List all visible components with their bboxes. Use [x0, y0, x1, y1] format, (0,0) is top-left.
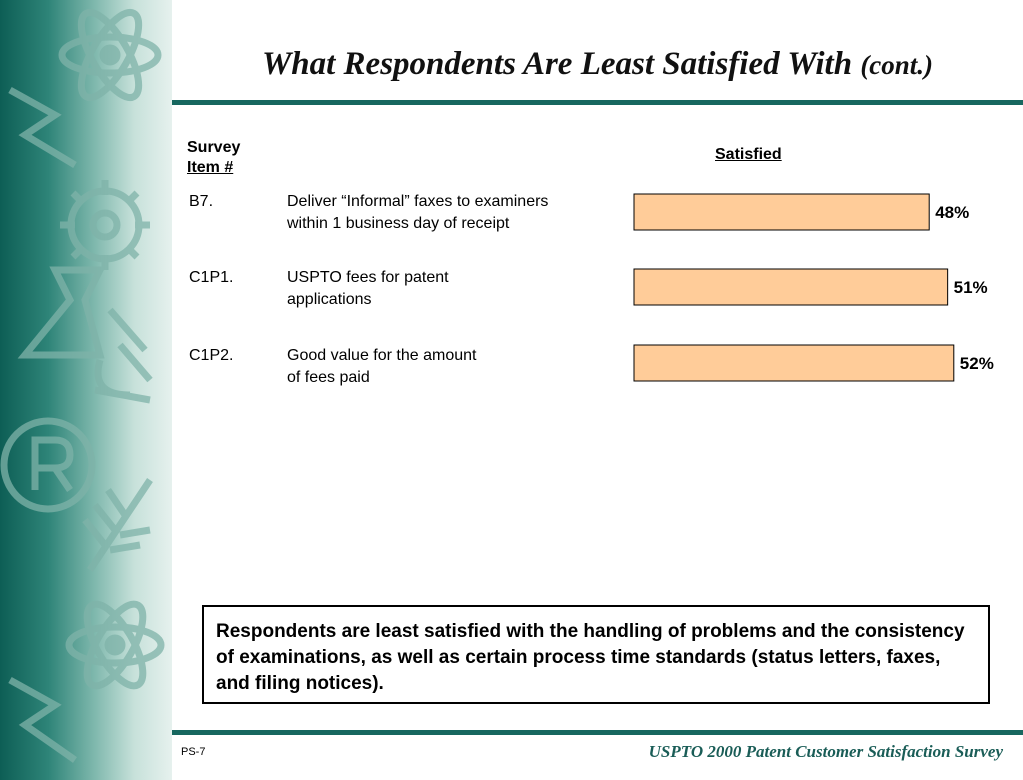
- callout-text: Respondents are least satisfied with the handling of problems and the consistency of examinations, as well as certain process time standards (status letters, faxes, and filing notices).: [216, 621, 965, 694]
- bar-c1p1: [634, 269, 948, 305]
- bar-value-label: 52%: [959, 354, 994, 373]
- item-desc-line1: Deliver “Informal” faxes to examiners: [287, 193, 549, 210]
- bottom-rule: [172, 730, 1023, 735]
- survey-header-line2: Item #: [187, 159, 234, 176]
- item-desc-line2: of fees paid: [287, 369, 370, 386]
- title-main: What Respondents Are Least Satisfied With: [261, 46, 853, 82]
- item-desc-line1: Good value for the amount: [287, 347, 477, 364]
- item-desc-line2: within 1 business day of receipt: [287, 215, 510, 232]
- bar-value-label: 51%: [953, 278, 988, 297]
- summary-callout: [202, 605, 990, 704]
- bar-value-label: 48%: [935, 203, 970, 222]
- footer-title: USPTO 2000 Patent Customer Satisfaction Survey: [648, 742, 1003, 761]
- bar-b7: [634, 194, 929, 230]
- satisfied-header: Satisfied: [715, 146, 782, 163]
- survey-header-line1: Survey: [187, 139, 241, 156]
- bar-c1p2: [634, 345, 954, 381]
- page-number: PS-7: [181, 746, 206, 758]
- item-id: B7.: [189, 193, 214, 210]
- item-desc-line2: applications: [287, 291, 372, 308]
- item-desc-line1: USPTO fees for patent: [287, 269, 449, 286]
- item-id: C1P1.: [189, 269, 234, 286]
- title-suffix: (cont.): [860, 50, 934, 80]
- item-id: C1P2.: [189, 347, 234, 364]
